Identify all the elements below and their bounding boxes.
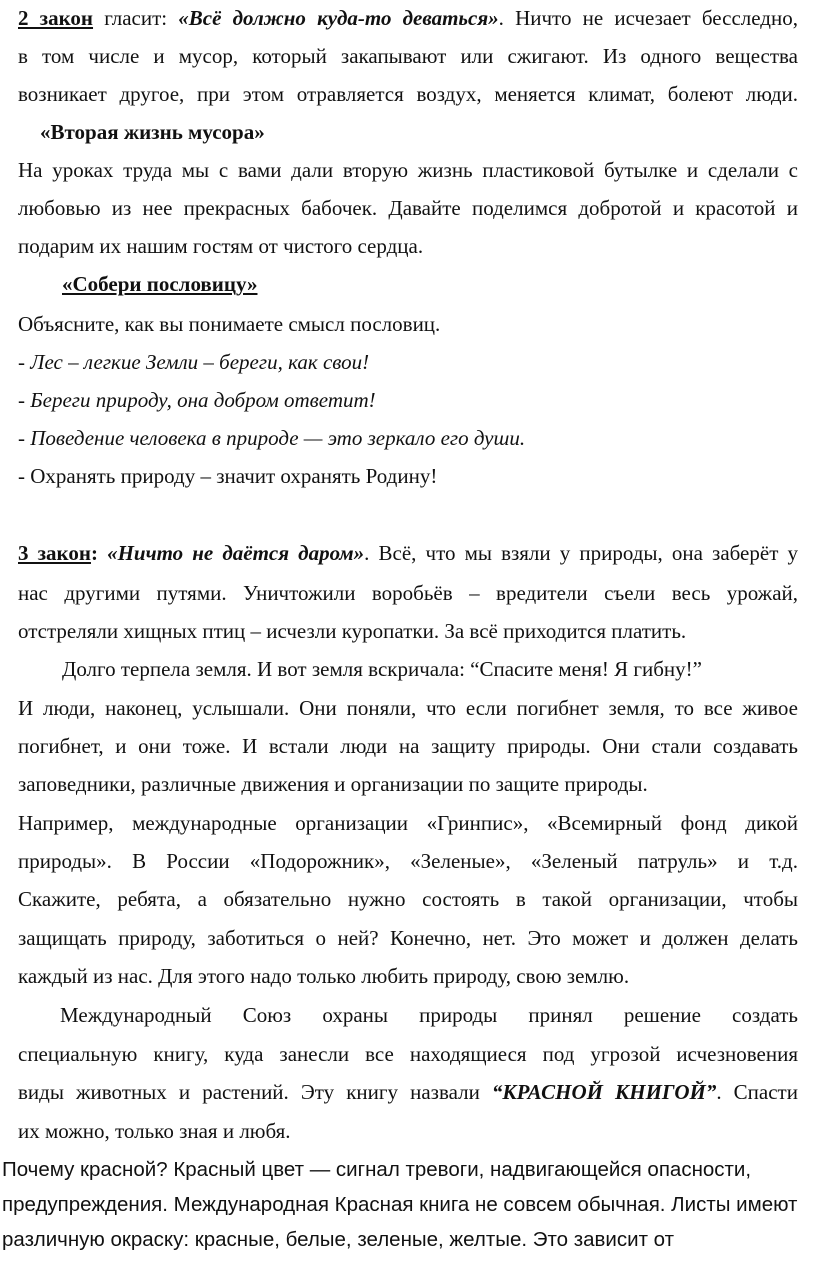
proverb-text: Поведение человека в природе — это зеркало его души. — [30, 426, 526, 450]
why-red-line-1: Почему красной? Красный цвет — сигнал тревоги, надвигающейся опасности, — [2, 1158, 752, 1181]
red-book-line-4: их можно, только зная и любя. — [18, 1119, 291, 1143]
law3-after-motto: . Всё, что мы взяли у природы, она заберёт у — [364, 541, 798, 565]
second-life-line-3: подарим их нашим гостям от чистого сердца. — [18, 234, 424, 258]
law3-line-6: погибнет, и они тоже. И встали люди на защиту природы. Они стали создавать — [18, 734, 798, 758]
second-life-heading: «Вторая жизнь мусора» — [40, 120, 265, 144]
law2-line-3: возникает другое, при этом отравляется воздух, меняется климат, болеют люди. — [18, 82, 798, 106]
second-life-line-1: На уроках труда мы с вами дали вторую жизнь пластиковой бутылке и сделали с — [18, 158, 798, 182]
law3-label: 3 закон — [18, 541, 91, 565]
law3-line-9: природы». В России «Подорожник», «Зеленые», «Зеленый патруль» и т.д. — [18, 849, 798, 873]
proverb-item-2 — [18, 385, 798, 415]
second-life-line-2: любовью из нее прекрасных бабочек. Давайте поделимся добротой и красотой и — [18, 196, 798, 220]
proverb-text: - Охранять природу – значит охранять Родину! — [18, 464, 438, 488]
law2-label: 2 закон — [18, 6, 94, 30]
red-book-line-3 — [18, 1077, 798, 1107]
red-book-title: “КРАСНОЙ КНИГОЙ” — [491, 1080, 717, 1104]
law2-verb: гласит: — [93, 6, 179, 30]
red-book-line-3-before: виды животных и растений. Эту книгу назвали — [18, 1080, 492, 1104]
law3-line-12: каждый из нас. Для этого надо только любить природу, свою землю. — [18, 964, 630, 988]
law2-line-2: в том числе и мусор, который закапывают или сжигают. Из одного вещества — [18, 44, 798, 68]
law3-colon: : — [90, 541, 108, 565]
law2-motto: «Всё должно куда-то деваться» — [178, 6, 499, 30]
why-red-line-3: различную окраску: красные, белые, зеленые, желтые. Это зависит от — [2, 1228, 674, 1251]
law3-line-7: заповедники, различные движения и организации по защите природы. — [18, 772, 648, 796]
red-book-line-2: специальную книгу, куда занесли все находящиеся под угрозой исчезновения — [18, 1042, 798, 1066]
law3-line-11: защищать природу, заботиться о ней? Конечно, нет. Это может и должен делать — [18, 926, 798, 950]
law3-line-10: Скажите, ребята, а обязательно нужно состоять в такой организации, чтобы — [18, 887, 798, 911]
proverb-text: Лес – легкие Земли – береги, как свои! — [30, 350, 370, 374]
proverbs-heading: «Собери пословицу» — [62, 272, 258, 296]
law3-line-2: нас другими путями. Уничтожили воробьёв – вредители съели весь урожай, — [18, 581, 798, 605]
law3-line-4: Долго терпела земля. И вот земля вскричала: “Спасите меня! Я гибну!” — [62, 657, 702, 681]
proverb-item-3 — [18, 423, 798, 453]
law3-motto: «Ничто не даётся даром» — [107, 541, 365, 565]
proverb-item-1 — [18, 347, 798, 377]
proverbs-intro: Объясните, как вы понимаете смысл пословиц. — [18, 312, 441, 336]
proverb-item-4 — [18, 461, 798, 491]
red-book-line-3-after: . Спасти — [716, 1080, 798, 1104]
law3-line-3: отстреляли хищных птиц – исчезли куропатки. За всё приходится платить. — [18, 619, 687, 643]
law3-line-1 — [18, 538, 798, 568]
law2-after-motto: . Ничто не исчезает бесследно, — [498, 6, 798, 30]
proverb-dash: - — [18, 388, 31, 412]
proverb-dash: - — [18, 350, 31, 374]
law2-line-1 — [18, 3, 798, 33]
why-red-line-2: предупреждения. Международная Красная книга не совсем обычная. Листы имеют — [2, 1193, 798, 1216]
proverb-dash: - — [18, 426, 31, 450]
law3-line-8: Например, международные организации «Гринпис», «Всемирный фонд дикой — [18, 811, 798, 835]
law3-line-5: И люди, наконец, услышали. Они поняли, что если погибнет земля, то все живое — [18, 696, 798, 720]
red-book-line-1: Международный Союз охраны природы принял решение создать — [60, 1003, 798, 1027]
proverb-text: Береги природу, она добром ответит! — [30, 388, 376, 412]
